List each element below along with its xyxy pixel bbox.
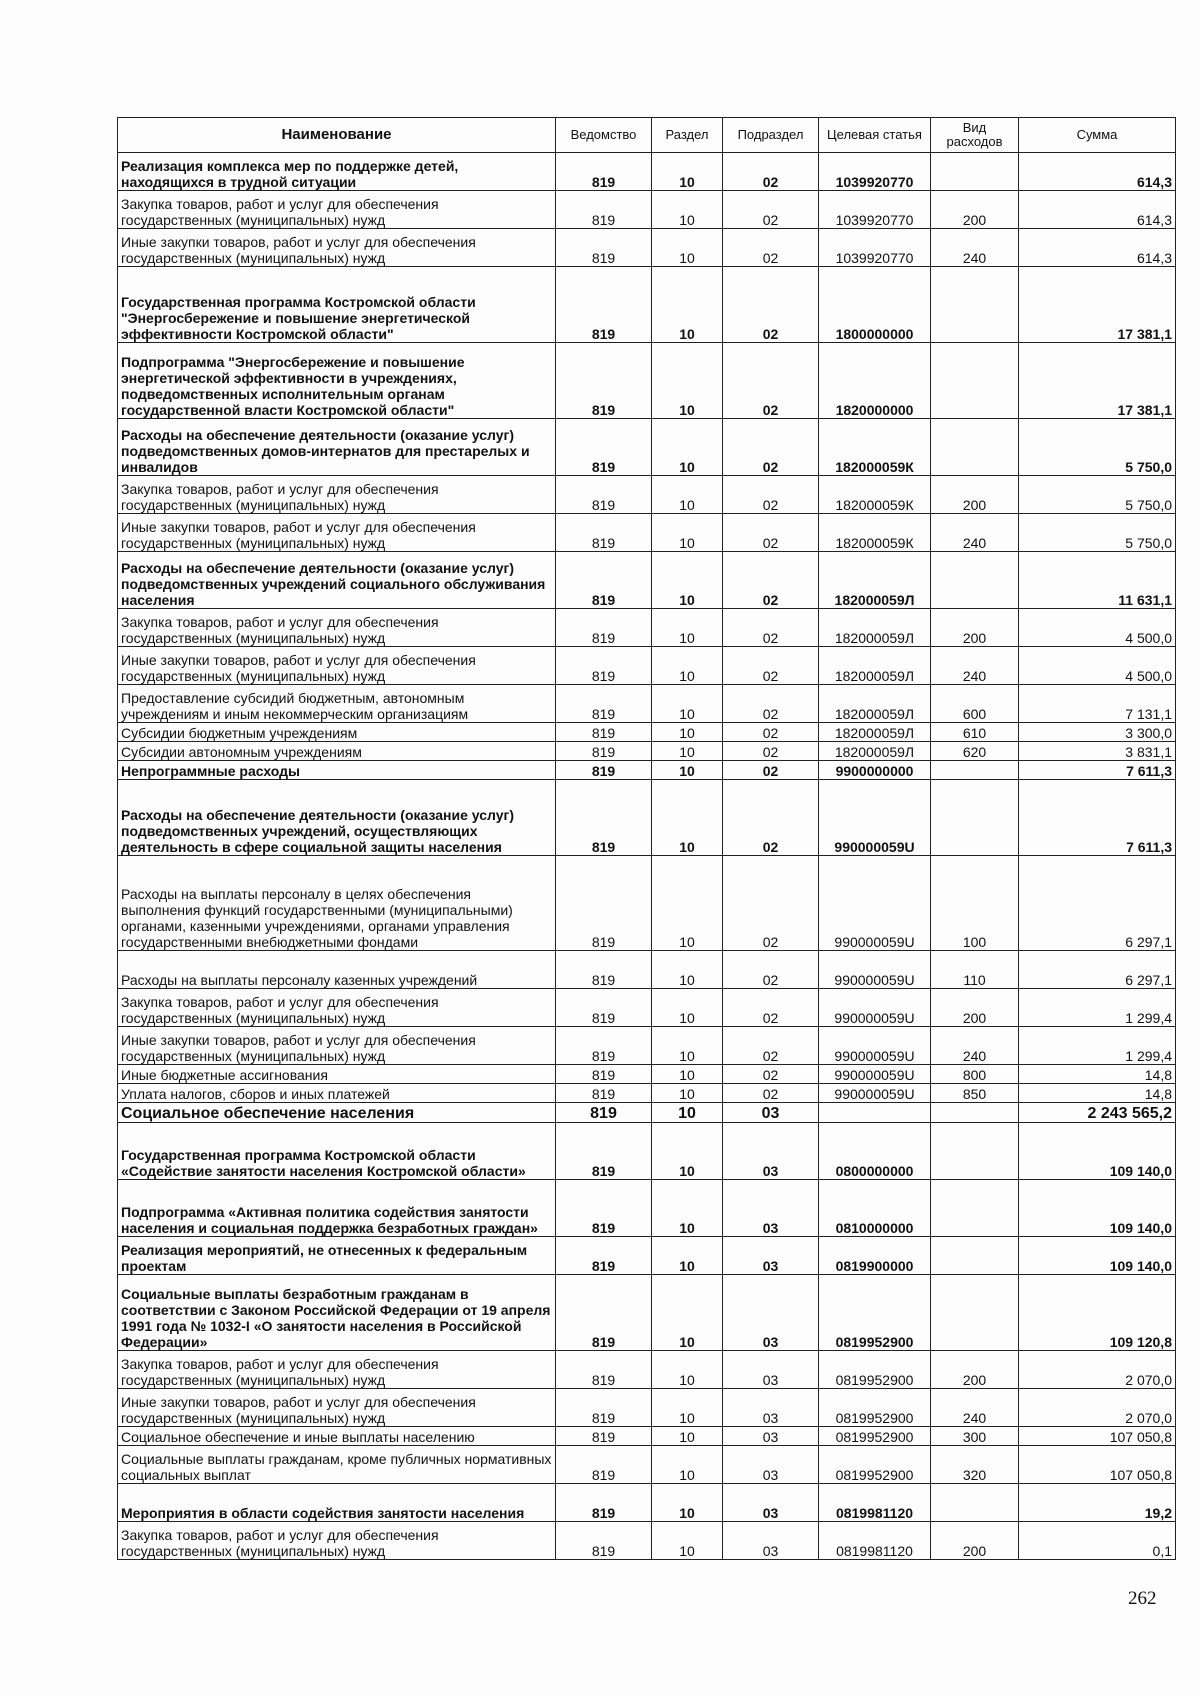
cell-section: 10 (652, 1084, 723, 1103)
cell-name: Закупка товаров, работ и услуг для обеспечения государственных (муниципальных) нужд (118, 1522, 556, 1560)
table-body (118, 153, 1176, 1560)
cell-section: 10 (652, 1446, 723, 1484)
table-row (118, 419, 1176, 476)
cell-section: 10 (652, 609, 723, 647)
cell-exptype (931, 1180, 1019, 1237)
table-row (118, 1446, 1176, 1484)
cell-dept: 819 (556, 1027, 652, 1065)
cell-target: 182000059К (819, 476, 931, 514)
cell-dept: 819 (556, 951, 652, 989)
cell-sum: 109 120,8 (1019, 1275, 1176, 1351)
cell-subsection: 03 (723, 1237, 819, 1275)
cell-sum: 3 831,1 (1019, 742, 1176, 761)
cell-dept: 819 (556, 1237, 652, 1275)
cell-section: 10 (652, 514, 723, 552)
cell-dept: 819 (556, 191, 652, 229)
cell-subsection: 02 (723, 723, 819, 742)
cell-target: 182000059Л (819, 723, 931, 742)
cell-exptype: 110 (931, 951, 1019, 989)
table-row (118, 856, 1176, 951)
cell-section: 10 (652, 1522, 723, 1560)
cell-section: 10 (652, 153, 723, 191)
cell-exptype (931, 780, 1019, 856)
table-row (118, 191, 1176, 229)
cell-exptype: 620 (931, 742, 1019, 761)
table-row (118, 780, 1176, 856)
cell-subsection: 02 (723, 1084, 819, 1103)
cell-sum: 614,3 (1019, 191, 1176, 229)
cell-sum: 6 297,1 (1019, 951, 1176, 989)
cell-subsection: 02 (723, 514, 819, 552)
cell-target: 990000059U (819, 780, 931, 856)
cell-target: 182000059К (819, 514, 931, 552)
table-row (118, 685, 1176, 723)
cell-name: Закупка товаров, работ и услуг для обеспечения государственных (муниципальных) нужд (118, 1351, 556, 1389)
cell-sum: 2 243 565,2 (1019, 1103, 1176, 1123)
table-row (118, 1103, 1176, 1123)
cell-section: 10 (652, 685, 723, 723)
table-row (118, 1027, 1176, 1065)
cell-dept: 819 (556, 1351, 652, 1389)
cell-exptype (931, 419, 1019, 476)
cell-target: 182000059Л (819, 552, 931, 609)
cell-sum: 14,8 (1019, 1065, 1176, 1084)
header-sum: Сумма (1019, 118, 1176, 153)
cell-target: 0819981120 (819, 1484, 931, 1522)
cell-name: Уплата налогов, сборов и иных платежей (118, 1084, 556, 1103)
cell-target: 990000059U (819, 1084, 931, 1103)
cell-dept: 819 (556, 267, 652, 343)
header-name: Наименование (118, 118, 556, 153)
cell-name: Расходы на обеспечение деятельности (оказание услуг) подведомственных домов-интернатов для престарелых и инвалидов (118, 419, 556, 476)
cell-sum: 2 070,0 (1019, 1351, 1176, 1389)
cell-dept: 819 (556, 1389, 652, 1427)
cell-dept: 819 (556, 153, 652, 191)
cell-name: Социальные выплаты гражданам, кроме публичных нормативных социальных выплат (118, 1446, 556, 1484)
cell-section: 10 (652, 1275, 723, 1351)
cell-dept: 819 (556, 514, 652, 552)
cell-subsection: 03 (723, 1389, 819, 1427)
cell-dept: 819 (556, 1484, 652, 1522)
cell-name: Непрограммные расходы (118, 761, 556, 780)
cell-subsection: 02 (723, 742, 819, 761)
cell-subsection: 02 (723, 343, 819, 419)
cell-exptype: 240 (931, 1027, 1019, 1065)
cell-target: 990000059U (819, 951, 931, 989)
cell-sum: 19,2 (1019, 1484, 1176, 1522)
cell-name: Государственная программа Костромской области «Содействие занятости населения Костромской области» (118, 1123, 556, 1180)
cell-name: Закупка товаров, работ и услуг для обеспечения государственных (муниципальных) нужд (118, 191, 556, 229)
cell-subsection: 02 (723, 267, 819, 343)
cell-exptype (931, 1275, 1019, 1351)
cell-exptype: 200 (931, 1351, 1019, 1389)
cell-section: 10 (652, 1351, 723, 1389)
cell-section: 10 (652, 989, 723, 1027)
cell-section: 10 (652, 951, 723, 989)
cell-section: 10 (652, 1427, 723, 1446)
cell-sum: 2 070,0 (1019, 1389, 1176, 1427)
table-row (118, 647, 1176, 685)
cell-exptype: 200 (931, 989, 1019, 1027)
cell-dept: 819 (556, 856, 652, 951)
cell-dept: 819 (556, 1084, 652, 1103)
cell-exptype: 240 (931, 1389, 1019, 1427)
cell-name: Субсидии бюджетным учреждениям (118, 723, 556, 742)
cell-exptype: 240 (931, 229, 1019, 267)
table-row (118, 1180, 1176, 1237)
table-row (118, 1065, 1176, 1084)
cell-section: 10 (652, 343, 723, 419)
cell-section: 10 (652, 723, 723, 742)
header-exptype: Вид расходов (931, 118, 1019, 153)
cell-subsection: 03 (723, 1427, 819, 1446)
cell-name: Предоставление субсидий бюджетным, автономным учреждениям и иным некоммерческим организациям (118, 685, 556, 723)
table-row (118, 1123, 1176, 1180)
cell-subsection: 03 (723, 1180, 819, 1237)
cell-sum: 4 500,0 (1019, 647, 1176, 685)
cell-subsection: 02 (723, 191, 819, 229)
cell-dept: 819 (556, 1427, 652, 1446)
cell-sum: 107 050,8 (1019, 1427, 1176, 1446)
cell-section: 10 (652, 267, 723, 343)
cell-sum: 11 631,1 (1019, 552, 1176, 609)
cell-target: 990000059U (819, 1065, 931, 1084)
cell-section: 10 (652, 742, 723, 761)
cell-target: 0819952900 (819, 1275, 931, 1351)
cell-section: 10 (652, 761, 723, 780)
cell-section: 10 (652, 1389, 723, 1427)
cell-target: 1820000000 (819, 343, 931, 419)
table-row (118, 1084, 1176, 1103)
cell-target: 990000059U (819, 989, 931, 1027)
cell-name: Иные закупки товаров, работ и услуг для обеспечения государственных (муниципальных) нужд (118, 229, 556, 267)
cell-name: Иные закупки товаров, работ и услуг для обеспечения государственных (муниципальных) нужд (118, 1027, 556, 1065)
cell-subsection: 02 (723, 153, 819, 191)
cell-dept: 819 (556, 552, 652, 609)
cell-section: 10 (652, 1027, 723, 1065)
cell-exptype: 610 (931, 723, 1019, 742)
cell-section: 10 (652, 1484, 723, 1522)
cell-exptype (931, 1103, 1019, 1123)
cell-dept: 819 (556, 1446, 652, 1484)
cell-name: Мероприятия в области содействия занятости населения (118, 1484, 556, 1522)
table-row (118, 1522, 1176, 1560)
cell-target: 9900000000 (819, 761, 931, 780)
cell-subsection: 03 (723, 1103, 819, 1123)
cell-dept: 819 (556, 1123, 652, 1180)
cell-exptype (931, 343, 1019, 419)
cell-name: Государственная программа Костромской области "Энергосбережение и повышение энергетической эффективности Костромской области" (118, 267, 556, 343)
table-row (118, 267, 1176, 343)
cell-target: 0810000000 (819, 1180, 931, 1237)
cell-sum: 14,8 (1019, 1084, 1176, 1103)
cell-target: 1039920770 (819, 153, 931, 191)
cell-sum: 7 611,3 (1019, 761, 1176, 780)
cell-sum: 7 131,1 (1019, 685, 1176, 723)
cell-target: 0800000000 (819, 1123, 931, 1180)
cell-target: 182000059К (819, 419, 931, 476)
cell-exptype (931, 1123, 1019, 1180)
cell-dept: 819 (556, 419, 652, 476)
cell-dept: 819 (556, 1065, 652, 1084)
table-row (118, 1427, 1176, 1446)
cell-subsection: 02 (723, 780, 819, 856)
cell-sum: 1 299,4 (1019, 989, 1176, 1027)
cell-subsection: 02 (723, 1065, 819, 1084)
cell-target: 0819952900 (819, 1427, 931, 1446)
header-dept: Ведомство (556, 118, 652, 153)
cell-subsection: 03 (723, 1123, 819, 1180)
cell-dept: 819 (556, 723, 652, 742)
cell-sum: 5 750,0 (1019, 514, 1176, 552)
cell-target (819, 1103, 931, 1123)
table-row (118, 476, 1176, 514)
cell-exptype: 100 (931, 856, 1019, 951)
cell-exptype: 600 (931, 685, 1019, 723)
cell-section: 10 (652, 476, 723, 514)
cell-subsection: 03 (723, 1446, 819, 1484)
cell-name: Расходы на обеспечение деятельности (оказание услуг) подведомственных учреждений социального обслуживания населения (118, 552, 556, 609)
cell-name: Иные закупки товаров, работ и услуг для обеспечения государственных (муниципальных) нужд (118, 1389, 556, 1427)
cell-section: 10 (652, 1237, 723, 1275)
cell-section: 10 (652, 419, 723, 476)
cell-dept: 819 (556, 780, 652, 856)
cell-target: 0819952900 (819, 1446, 931, 1484)
cell-target: 990000059U (819, 1027, 931, 1065)
header-target: Целевая статья (819, 118, 931, 153)
cell-section: 10 (652, 1180, 723, 1237)
cell-sum: 0,1 (1019, 1522, 1176, 1560)
cell-target: 182000059Л (819, 647, 931, 685)
cell-name: Закупка товаров, работ и услуг для обеспечения государственных (муниципальных) нужд (118, 989, 556, 1027)
cell-name: Расходы на выплаты персоналу казенных учреждений (118, 951, 556, 989)
cell-dept: 819 (556, 1275, 652, 1351)
cell-dept: 819 (556, 1103, 652, 1123)
header-subsection: Подраздел (723, 118, 819, 153)
cell-exptype (931, 1484, 1019, 1522)
cell-section: 10 (652, 229, 723, 267)
cell-name: Субсидии автономным учреждениям (118, 742, 556, 761)
cell-exptype: 200 (931, 476, 1019, 514)
table-row (118, 989, 1176, 1027)
cell-target: 990000059U (819, 856, 931, 951)
cell-dept: 819 (556, 343, 652, 419)
cell-name: Иные закупки товаров, работ и услуг для обеспечения государственных (муниципальных) нужд (118, 647, 556, 685)
cell-dept: 819 (556, 647, 652, 685)
cell-target: 182000059Л (819, 742, 931, 761)
page-number: 262 (1128, 1588, 1157, 1609)
cell-dept: 819 (556, 1180, 652, 1237)
table-row (118, 1484, 1176, 1522)
cell-name: Реализация комплекса мер по поддержке детей, находящихся в трудной ситуации (118, 153, 556, 191)
cell-exptype: 850 (931, 1084, 1019, 1103)
cell-exptype (931, 761, 1019, 780)
table-row (118, 229, 1176, 267)
cell-section: 10 (652, 191, 723, 229)
cell-name: Расходы на обеспечение деятельности (оказание услуг) подведомственных учреждений, осуществляющих деятельность в сфере социальной защиты населения (118, 780, 556, 856)
cell-name: Расходы на выплаты персоналу в целях обеспечения выполнения функций государственными (муниципальными) органами, казенными учреждениями, органами управления государственными внебюджетными фондами (118, 856, 556, 951)
table-row (118, 761, 1176, 780)
cell-subsection: 02 (723, 609, 819, 647)
table-row (118, 1275, 1176, 1351)
cell-section: 10 (652, 1065, 723, 1084)
cell-subsection: 02 (723, 1027, 819, 1065)
cell-exptype: 800 (931, 1065, 1019, 1084)
cell-name: Подпрограмма "Энергосбережение и повышение энергетической эффективности в учреждениях, подведомственных исполнительным органам государственной власти Костромской области" (118, 343, 556, 419)
cell-name: Социальное обеспечение населения (118, 1103, 556, 1123)
cell-name: Социальные выплаты безработным гражданам в соответствии с Законом Российской Федерации от 19 апреля 1991 года № 1032-I «О занятости населения в Российской Федерации» (118, 1275, 556, 1351)
cell-dept: 819 (556, 761, 652, 780)
cell-section: 10 (652, 1103, 723, 1123)
table-row (118, 552, 1176, 609)
cell-section: 10 (652, 552, 723, 609)
cell-exptype: 240 (931, 647, 1019, 685)
cell-dept: 819 (556, 229, 652, 267)
cell-sum: 17 381,1 (1019, 343, 1176, 419)
cell-subsection: 02 (723, 229, 819, 267)
cell-section: 10 (652, 780, 723, 856)
cell-target: 0819952900 (819, 1351, 931, 1389)
cell-dept: 819 (556, 609, 652, 647)
cell-section: 10 (652, 647, 723, 685)
cell-subsection: 02 (723, 856, 819, 951)
budget-table (117, 117, 1176, 1560)
cell-exptype (931, 552, 1019, 609)
cell-sum: 614,3 (1019, 229, 1176, 267)
cell-sum: 107 050,8 (1019, 1446, 1176, 1484)
cell-sum: 3 300,0 (1019, 723, 1176, 742)
cell-sum: 614,3 (1019, 153, 1176, 191)
cell-target: 1039920770 (819, 229, 931, 267)
cell-dept: 819 (556, 989, 652, 1027)
cell-name: Иные закупки товаров, работ и услуг для обеспечения государственных (муниципальных) нужд (118, 514, 556, 552)
cell-sum: 109 140,0 (1019, 1123, 1176, 1180)
table-row (118, 1351, 1176, 1389)
cell-subsection: 03 (723, 1484, 819, 1522)
cell-name: Закупка товаров, работ и услуг для обеспечения государственных (муниципальных) нужд (118, 609, 556, 647)
cell-target: 0819900000 (819, 1237, 931, 1275)
cell-sum: 6 297,1 (1019, 856, 1176, 951)
cell-target: 0819981120 (819, 1522, 931, 1560)
cell-section: 10 (652, 1123, 723, 1180)
cell-exptype: 200 (931, 609, 1019, 647)
cell-subsection: 02 (723, 552, 819, 609)
cell-dept: 819 (556, 1522, 652, 1560)
cell-sum: 5 750,0 (1019, 476, 1176, 514)
cell-sum: 1 299,4 (1019, 1027, 1176, 1065)
cell-target: 1039920770 (819, 191, 931, 229)
table-row (118, 951, 1176, 989)
cell-exptype: 200 (931, 1522, 1019, 1560)
cell-subsection: 02 (723, 951, 819, 989)
cell-exptype: 200 (931, 191, 1019, 229)
cell-exptype: 300 (931, 1427, 1019, 1446)
cell-target: 182000059Л (819, 685, 931, 723)
cell-name: Подпрограмма «Активная политика содействия занятости населения и социальная поддержка безработных граждан» (118, 1180, 556, 1237)
table-row (118, 609, 1176, 647)
cell-dept: 819 (556, 685, 652, 723)
cell-subsection: 02 (723, 476, 819, 514)
cell-subsection: 02 (723, 419, 819, 476)
cell-target: 0819952900 (819, 1389, 931, 1427)
cell-subsection: 02 (723, 989, 819, 1027)
cell-section: 10 (652, 856, 723, 951)
cell-subsection: 03 (723, 1522, 819, 1560)
cell-sum: 17 381,1 (1019, 267, 1176, 343)
cell-subsection: 03 (723, 1351, 819, 1389)
cell-target: 1800000000 (819, 267, 931, 343)
cell-sum: 109 140,0 (1019, 1180, 1176, 1237)
cell-dept: 819 (556, 742, 652, 761)
table-row (118, 343, 1176, 419)
table-row (118, 1237, 1176, 1275)
cell-exptype (931, 267, 1019, 343)
cell-name: Иные бюджетные ассигнования (118, 1065, 556, 1084)
cell-target: 182000059Л (819, 609, 931, 647)
cell-sum: 109 140,0 (1019, 1237, 1176, 1275)
cell-sum: 5 750,0 (1019, 419, 1176, 476)
cell-subsection: 02 (723, 761, 819, 780)
cell-exptype (931, 153, 1019, 191)
cell-exptype (931, 1237, 1019, 1275)
table-row (118, 723, 1176, 742)
cell-subsection: 02 (723, 685, 819, 723)
cell-subsection: 02 (723, 647, 819, 685)
table-row (118, 742, 1176, 761)
header-section: Раздел (652, 118, 723, 153)
table-row (118, 153, 1176, 191)
table-row (118, 514, 1176, 552)
table-header (118, 118, 1176, 153)
cell-name: Социальное обеспечение и иные выплаты населению (118, 1427, 556, 1446)
cell-sum: 4 500,0 (1019, 609, 1176, 647)
table-row (118, 1389, 1176, 1427)
cell-dept: 819 (556, 476, 652, 514)
cell-sum: 7 611,3 (1019, 780, 1176, 856)
cell-name: Реализация мероприятий, не отнесенных к федеральным проектам (118, 1237, 556, 1275)
cell-name: Закупка товаров, работ и услуг для обеспечения государственных (муниципальных) нужд (118, 476, 556, 514)
cell-exptype: 240 (931, 514, 1019, 552)
cell-subsection: 03 (723, 1275, 819, 1351)
header-row (118, 118, 1176, 153)
cell-exptype: 320 (931, 1446, 1019, 1484)
